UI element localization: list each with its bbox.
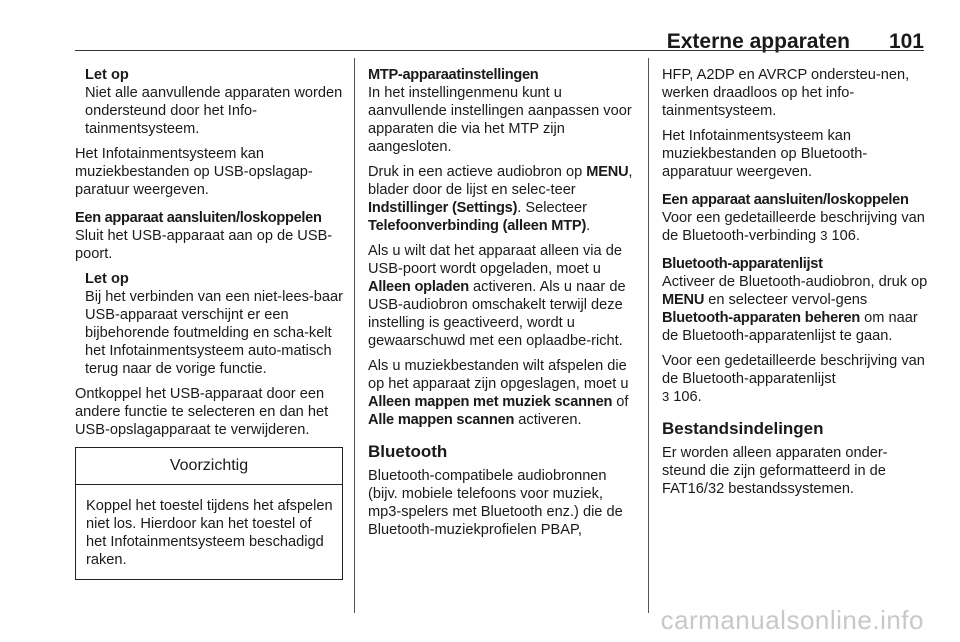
column-3 <box>662 66 930 505</box>
paragraph: Druk in een actieve audiobron op MENU, blader door de lijst en selec-teer Indstillinger (Settings). Selecteer Telefoonverbinding (alleen MTP). <box>368 164 633 234</box>
page-ref-arrow-icon: 3 <box>820 228 828 243</box>
paragraph: Voor een gedetailleerde beschrijving van de Bluetooth-apparatenlijst 3 106. <box>662 353 925 405</box>
note-text: Niet alle aanvullende apparaten worden ondersteund door het Info-tainmentsysteem. <box>85 85 343 137</box>
page-number: 101 <box>888 30 924 53</box>
page-ref[interactable]: 106. <box>673 389 702 405</box>
paragraph: Het Infotainmentsysteem kan muziekbestanden op Bluetooth-apparatuur weergeven. <box>662 128 868 180</box>
section-heading-large: Bluetooth <box>368 442 448 461</box>
menu-key: MENU <box>586 164 629 180</box>
column-divider <box>354 58 355 613</box>
menu-option: Alleen mappen met muziek scannen <box>368 394 613 410</box>
paragraph: In het instellingenmenu kunt u aanvullende instellingen aanpassen voor apparaten die via het MTP zijn aangesloten. <box>368 85 632 155</box>
caution-title: Voorzichtig <box>76 448 342 485</box>
caution-box <box>75 447 343 580</box>
section-heading-large: Bestandsindelingen <box>662 419 824 438</box>
menu-option: Bluetooth-apparaten beheren <box>662 310 861 326</box>
page-ref-arrow-icon: 3 <box>662 389 670 404</box>
paragraph: Sluit het USB-apparaat aan op de USB-poort. <box>75 228 333 262</box>
section-heading: MTP-apparaatinstellingen <box>368 67 539 83</box>
column-divider <box>648 58 649 613</box>
watermark: carmanualsonline.info <box>660 605 924 635</box>
paragraph: HFP, A2DP en AVRCP ondersteu-nen, werken draadloos op het info-tainmentsysteem. <box>662 67 910 119</box>
menu-option: Alle mappen scannen <box>368 412 515 428</box>
paragraph: Ontkoppel het USB-apparaat door een andere functie te selecteren en dan het USB-opslagapparaat te verwijderen. <box>75 386 329 438</box>
paragraph: Als u wilt dat het apparaat alleen via de USB-poort wordt opgeladen, moet u Alleen opladen activeren. Als u naar de USB-audiobron omschakelt terwijl deze instelling is geactiveerd, wordt u gewaarschuwd met een oplaadbe-richt. <box>368 243 626 349</box>
page-ref[interactable]: 106. <box>831 228 860 244</box>
section-heading: Een apparaat aansluiten/loskoppelen <box>75 210 322 226</box>
menu-option: Alleen opladen <box>368 279 469 295</box>
section-heading: Een apparaat aansluiten/loskoppelen <box>662 192 909 208</box>
page-title: Externe apparaten <box>666 30 850 53</box>
note-block <box>75 66 343 138</box>
paragraph: Activeer de Bluetooth-audiobron, druk op MENU en selecteer vervol-gens Bluetooth-apparaten beheren om naar de Bluetooth-apparatenlijst te gaan. <box>662 274 928 344</box>
note-title: Let op <box>85 67 129 83</box>
note-text: Bij het verbinden van een niet-lees-baar USB-apparaat verschijnt er een bijbehorende foutmelding en scha-kelt het Infotainmentsysteem auto-matisch terug naar de vorige functie. <box>85 289 343 377</box>
note-title: Let op <box>85 271 129 287</box>
header-rule <box>75 50 924 51</box>
paragraph: Er worden alleen apparaten onder-steund die zijn geformatteerd in de FAT16/32 bestandssystemen. <box>662 445 888 497</box>
paragraph: Als u muziekbestanden wilt afspelen die op het apparaat zijn opgeslagen, moet u Alleen mappen met muziek scannen of Alle mappen scannen activeren. <box>368 358 629 428</box>
section-heading: Bluetooth-apparatenlijst <box>662 256 823 272</box>
column-2 <box>368 66 636 546</box>
column-1 <box>75 66 343 580</box>
paragraph: Bluetooth-compatibele audiobronnen (bijv. mobiele telefoons voor muziek, mp3-spelers met Bluetooth enz.) die de Bluetooth-muziekprofielen PBAP, <box>368 468 623 538</box>
menu-key: MENU <box>662 292 705 308</box>
menu-option: Telefoonverbinding (alleen MTP) <box>368 218 587 234</box>
caution-text: Koppel het toestel tijdens het afspelen niet los. Hierdoor kan het toestel of het Infotainmentsysteem beschadigd raken. <box>86 498 333 568</box>
paragraph: Voor een gedetailleerde beschrijving van de Bluetooth-verbinding 3 106. <box>662 210 925 244</box>
menu-option: Indstillinger (Settings) <box>368 200 518 216</box>
note-block <box>75 270 343 378</box>
paragraph: Het Infotainmentsysteem kan muziekbestanden op USB-opslagap-paratuur weergeven. <box>75 146 313 198</box>
